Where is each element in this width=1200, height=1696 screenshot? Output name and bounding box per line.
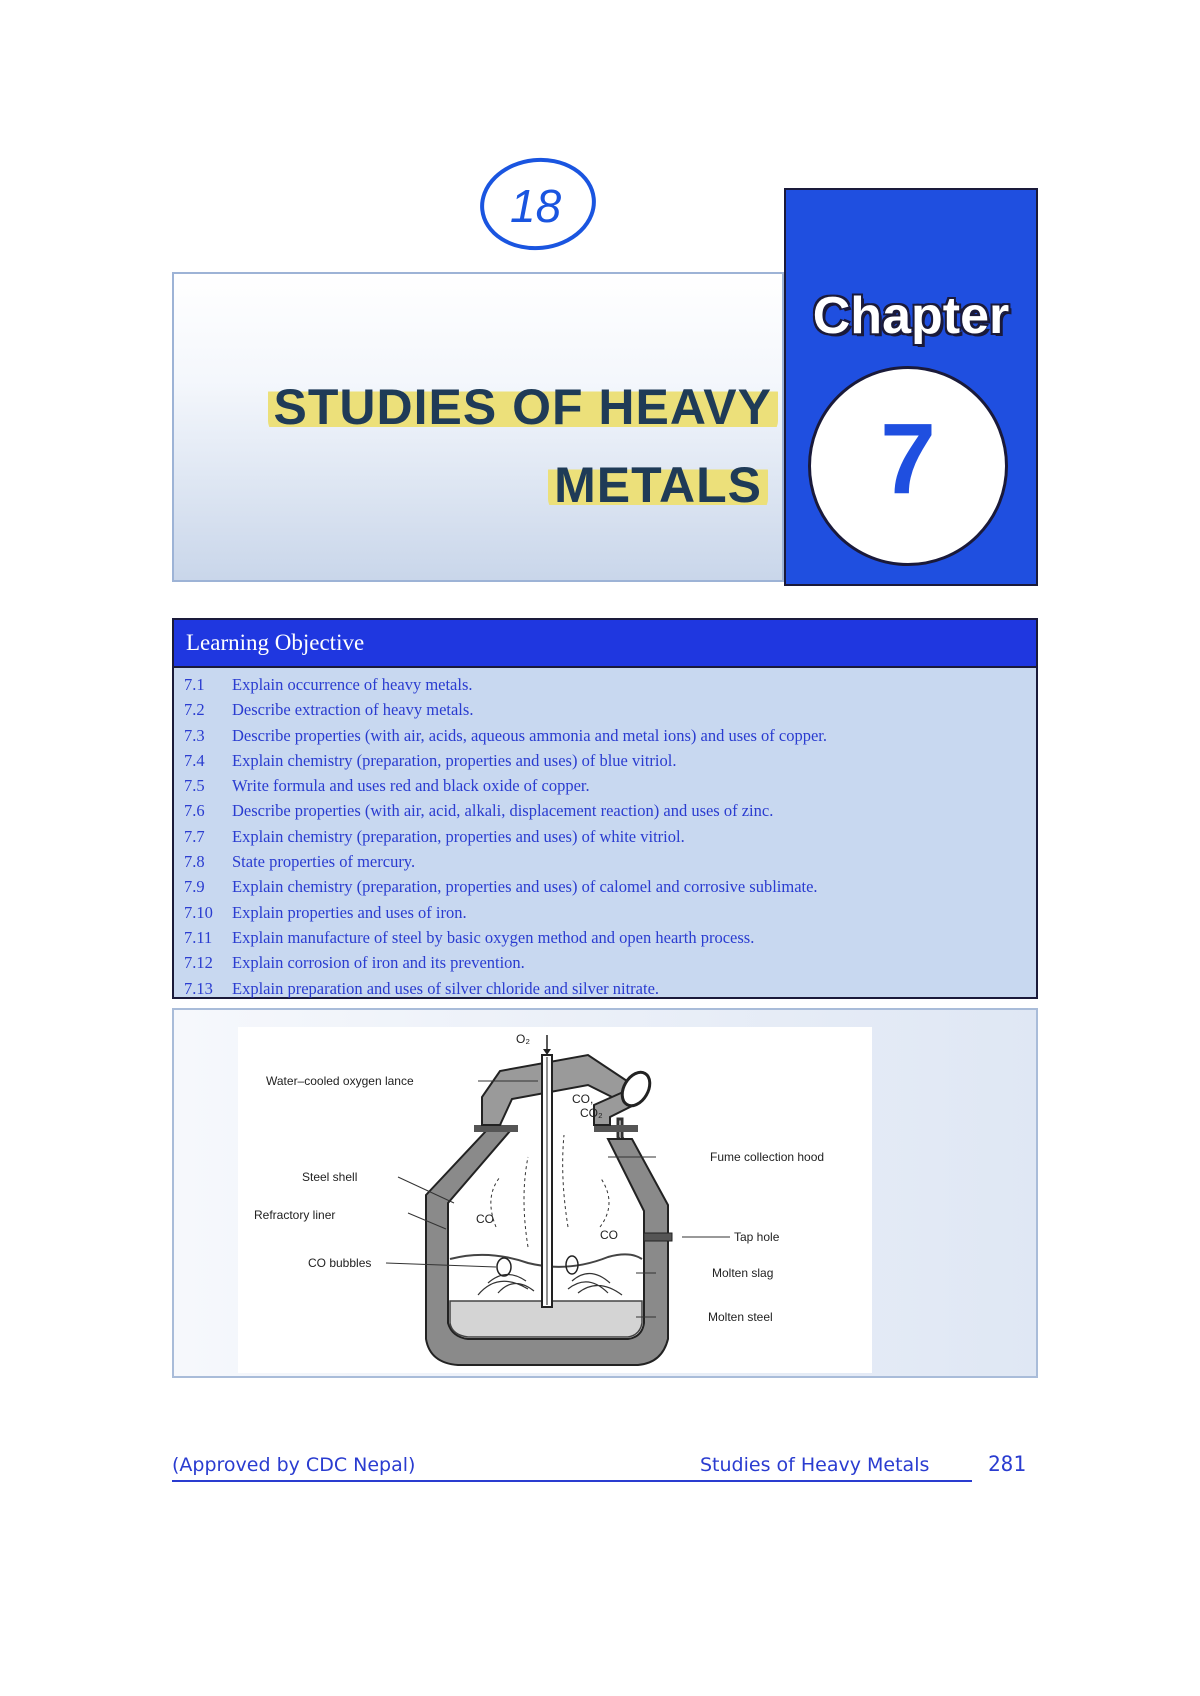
objective-number: 7.10	[184, 902, 213, 922]
tap-hole	[644, 1233, 672, 1241]
chapter-label: Chapter	[812, 287, 1010, 345]
handwritten-number: 18	[510, 180, 562, 232]
learning-objective-item	[184, 748, 1036, 773]
objective-number: 7.7	[184, 826, 205, 846]
objective-number: 7.3	[184, 725, 205, 745]
objective-number: 7.9	[184, 877, 205, 897]
learning-objective-item	[184, 950, 1036, 975]
label-oxygen-lance: Water–cooled oxygen lance	[266, 1074, 414, 1088]
objective-text: Explain preparation and uses of silver chloride and silver nitrate.	[232, 978, 660, 998]
chapter-number-circle	[808, 366, 1008, 566]
objective-number: 7.2	[184, 700, 205, 720]
page-number: 281	[988, 1452, 1026, 1476]
objective-number: 7.11	[184, 927, 213, 947]
objective-number: 7.13	[184, 978, 213, 998]
learning-objective-item	[184, 849, 1036, 874]
learning-objective-item	[184, 925, 1036, 950]
label-co-co2-a: CO,	[572, 1092, 594, 1106]
objective-text: Explain properties and uses of iron.	[232, 902, 467, 922]
objective-text: Write formula and uses red and black oxide of copper.	[232, 776, 590, 796]
learning-objective-item	[184, 672, 1036, 697]
label-fume-hood: Fume collection hood	[710, 1150, 825, 1164]
objective-number: 7.5	[184, 776, 205, 796]
label-tap-hole: Tap hole	[734, 1230, 780, 1244]
objective-text: Describe properties (with air, acids, aqueous ammonia and metal ions) and uses of copper.	[232, 725, 827, 745]
co-bubble-left	[497, 1258, 511, 1276]
learning-objective-list	[174, 668, 1036, 1001]
label-molten-steel: Molten steel	[708, 1310, 773, 1324]
objective-number: 7.6	[184, 801, 205, 821]
basic-oxygen-furnace-diagram	[238, 1027, 872, 1373]
label-co-left: CO	[476, 1212, 494, 1226]
objective-text: Explain occurrence of heavy metals.	[232, 675, 473, 694]
learning-objective-item	[184, 976, 1036, 1001]
label-steel-shell: Steel shell	[302, 1170, 358, 1184]
objective-text: State properties of mercury.	[232, 852, 416, 872]
flange-right	[594, 1125, 638, 1132]
chapter-title-panel	[172, 272, 784, 582]
objective-text: Describe properties (with air, acid, alkali, displacement reaction) and uses of zinc.	[232, 801, 774, 821]
objective-number: 7.8	[184, 852, 205, 872]
flange-left	[474, 1125, 518, 1132]
learning-objective-item	[184, 900, 1036, 925]
objective-number: 7.1	[184, 675, 205, 694]
footer-approval: (Approved by CDC Nepal)	[172, 1454, 416, 1476]
learning-objective-box	[172, 618, 1038, 999]
learning-objective-item	[184, 824, 1036, 849]
chapter-title-line-2: METALS	[548, 460, 768, 510]
label-co-bubbles: CO bubbles	[308, 1256, 372, 1270]
objective-text: Explain chemistry (preparation, properties and uses) of white vitriol.	[232, 826, 685, 846]
chapter-number: 7	[880, 403, 936, 515]
learning-objective-item	[184, 798, 1036, 823]
chapter-title-line-1: STUDIES OF HEAVY	[268, 382, 778, 432]
learning-objective-heading: Learning Objective	[174, 620, 1036, 668]
handwritten-circled-number	[470, 142, 610, 262]
learning-objective-item	[184, 874, 1036, 899]
learning-objective-item	[184, 773, 1036, 798]
footer-rule	[172, 1480, 972, 1482]
label-o2: O₂	[516, 1032, 530, 1046]
footer-chapter-name: Studies of Heavy Metals	[700, 1454, 930, 1476]
label-co-co2-b: CO₂	[580, 1106, 603, 1120]
label-molten-slag: Molten slag	[712, 1266, 774, 1280]
objective-text: Describe extraction of heavy metals.	[232, 700, 474, 720]
learning-objective-item	[184, 723, 1036, 748]
objective-text: Explain corrosion of iron and its prevention.	[232, 953, 525, 973]
objective-text: Explain manufacture of steel by basic oxygen method and open hearth process.	[232, 927, 755, 947]
chapter-badge	[784, 188, 1038, 586]
objective-text: Explain chemistry (preparation, properties and uses) of calomel and corrosive sublimate.	[232, 877, 818, 897]
learning-objective-item	[184, 697, 1036, 722]
figure-panel	[172, 1008, 1038, 1378]
objective-number: 7.12	[184, 953, 213, 973]
label-refractory-liner: Refractory liner	[254, 1208, 336, 1222]
label-co-right: CO	[600, 1228, 618, 1242]
objective-text: Explain chemistry (preparation, properties and uses) of blue vitriol.	[232, 750, 677, 770]
objective-number: 7.4	[184, 750, 205, 770]
